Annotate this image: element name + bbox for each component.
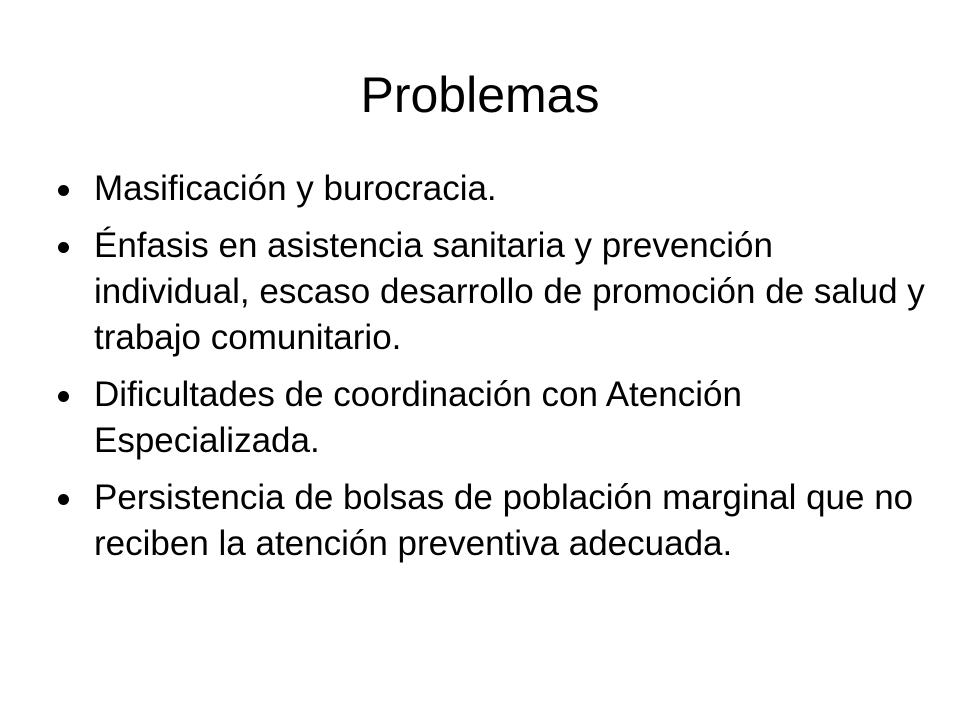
bullet-text: Énfasis en asistencia sanitaria y prevención individual, escaso desarrollo de promoción de salud y trabajo comunitario. xyxy=(94,226,925,357)
slide-title: Problemas xyxy=(360,67,600,123)
bullet-list xyxy=(58,166,928,578)
bullet-dot-icon xyxy=(58,242,69,253)
bullet-text: Masificación y burocracia. xyxy=(94,169,497,208)
bullet-dot-icon xyxy=(58,494,69,505)
bullet-item xyxy=(58,372,928,464)
bullet-text: Persistencia de bolsas de población marginal que no reciben la atención preventiva adecuada. xyxy=(94,478,914,563)
bullet-dot-icon xyxy=(58,185,69,196)
bullet-item xyxy=(58,475,928,567)
bullet-item xyxy=(58,166,928,212)
bullet-dot-icon xyxy=(58,391,69,402)
bullet-text: Dificultades de coordinación con Atención Especializada. xyxy=(94,375,742,460)
bullet-item xyxy=(58,223,928,361)
